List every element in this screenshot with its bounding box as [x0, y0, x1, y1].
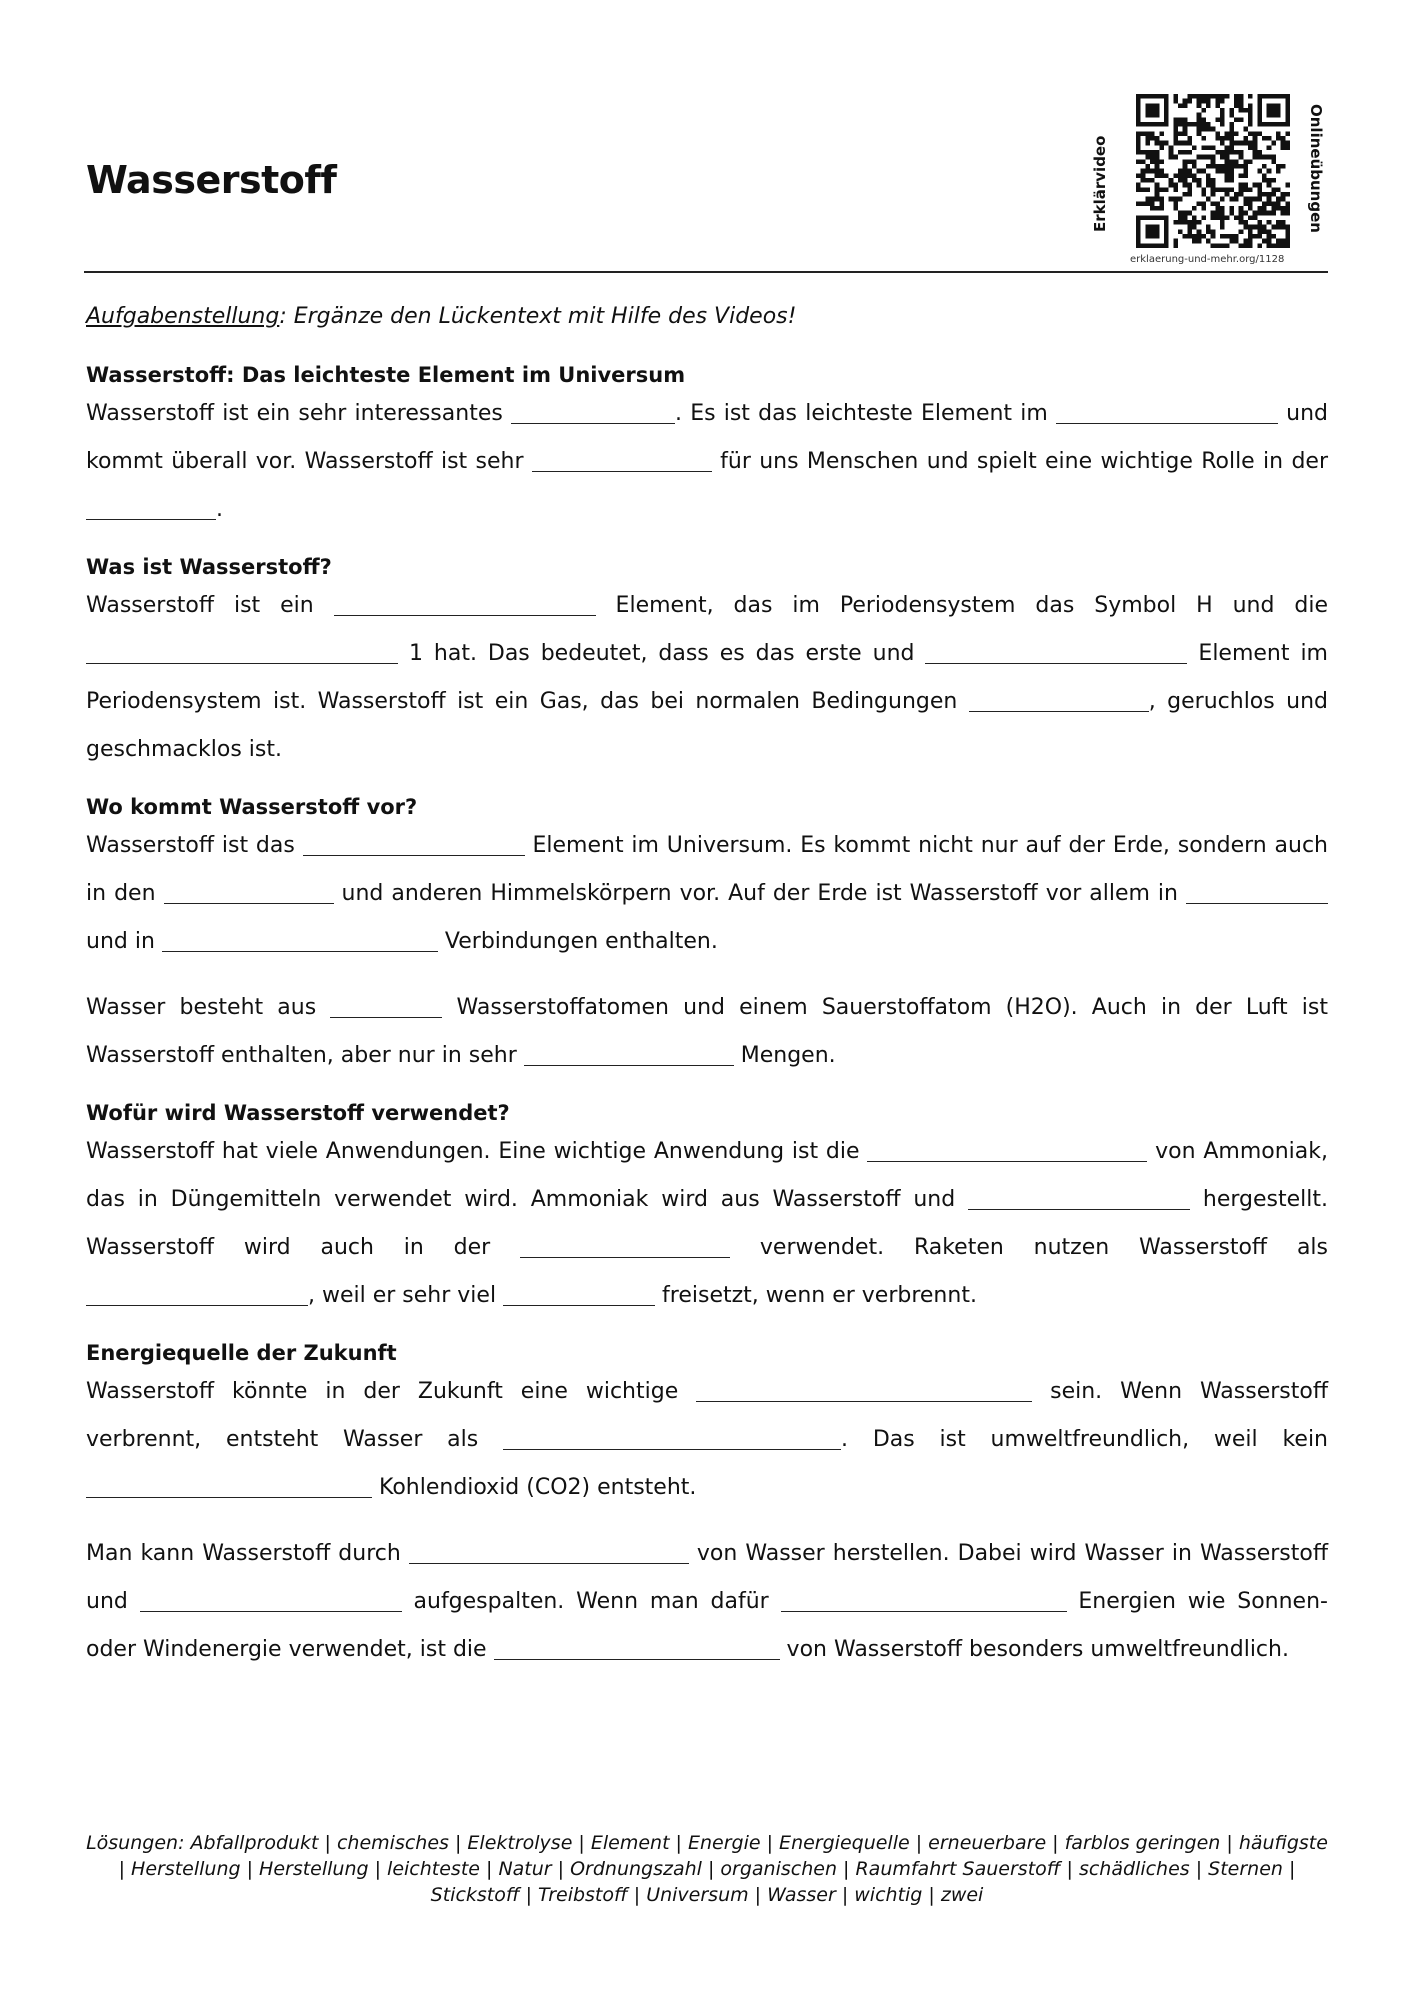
- text-segment: Wasserstoff könnte in der Zukunft eine wichtige: [86, 1379, 697, 1404]
- section-lightest-element: [86, 360, 1328, 534]
- page-title: Wasserstoff: [86, 158, 337, 202]
- blank-field[interactable]: [696, 1379, 1032, 1402]
- text-segment: Verbindungen enthalten.: [437, 929, 718, 954]
- cloze-paragraph: [86, 822, 1328, 966]
- section-heading: Wofür wird Wasserstoff verwendet?: [86, 1101, 510, 1125]
- cloze-paragraph: [86, 1368, 1328, 1512]
- section-heading: Energiequelle der Zukunft: [86, 1341, 397, 1365]
- text-segment: Mengen.: [733, 1043, 836, 1068]
- blank-field[interactable]: [524, 1043, 734, 1066]
- text-segment: und kommt überall vor. Wasserstoff ist sehr: [86, 401, 1328, 474]
- text-segment: , weil er sehr viel: [308, 1283, 504, 1308]
- blank-field[interactable]: [503, 1427, 841, 1450]
- text-segment: Wasserstoff ist ein: [86, 593, 334, 618]
- section-heading: Wasserstoff: Das leichteste Element im Universum: [86, 363, 686, 387]
- blank-field[interactable]: [925, 641, 1187, 664]
- blank-field[interactable]: [86, 497, 216, 520]
- blank-field[interactable]: [140, 1589, 402, 1612]
- text-segment: Energien wie Sonnen- oder Windenergie verwendet, ist die: [86, 1589, 1328, 1662]
- section-uses: [86, 1098, 1328, 1320]
- blank-field[interactable]: [409, 1541, 689, 1564]
- qr-block[interactable]: [1090, 92, 1330, 268]
- text-segment: Wasserstoff ist ein sehr interessantes: [86, 401, 512, 426]
- worksheet-content: [86, 302, 1328, 1692]
- blank-field[interactable]: [532, 449, 712, 472]
- text-segment: verwendet. Raketen nutzen Wasserstoff als: [730, 1235, 1328, 1260]
- cloze-paragraph: [86, 1530, 1328, 1674]
- text-segment: aufgespalten. Wenn man dafür: [401, 1589, 781, 1614]
- section-heading: Was ist Wasserstoff?: [86, 555, 332, 579]
- blank-field[interactable]: [86, 641, 398, 664]
- cloze-paragraph: [86, 1128, 1328, 1320]
- text-segment: hergestellt. Wasserstoff wird auch in der: [86, 1187, 1328, 1260]
- qr-code-icon[interactable]: [1136, 94, 1290, 248]
- text-segment: Wasser besteht aus: [86, 995, 331, 1020]
- blank-field[interactable]: [969, 689, 1149, 712]
- qr-label-video: Erklärvideo: [1091, 135, 1109, 232]
- text-segment: 1 hat. Das bedeutet, dass es das erste und: [398, 641, 926, 666]
- task-instruction: [86, 302, 1328, 332]
- blank-field[interactable]: [503, 1283, 655, 1306]
- section-what-is-hydrogen: [86, 552, 1328, 774]
- text-segment: Wasserstoff hat viele Anwendungen. Eine wichtige Anwendung ist die: [86, 1139, 868, 1164]
- text-segment: von Ammoniak, das in Düngemitteln verwendet wird. Ammoniak wird aus Wasserstoff und: [86, 1139, 1328, 1212]
- text-segment: .: [216, 497, 223, 522]
- blank-field[interactable]: [86, 1283, 308, 1306]
- cloze-paragraph: [86, 984, 1328, 1080]
- text-segment: . Es ist das leichteste Element im: [675, 401, 1056, 426]
- blank-field[interactable]: [494, 1637, 780, 1660]
- blank-field[interactable]: [330, 995, 442, 1018]
- text-segment: Element im Periodensystem ist. Wasserstoff ist ein Gas, das bei normalen Bedingungen: [86, 641, 1328, 714]
- text-segment: Wasserstoff ist das: [86, 833, 303, 858]
- blank-field[interactable]: [968, 1187, 1190, 1210]
- solutions-word-bank: Lösungen: Abfallprodukt | chemisches | Elektrolyse | Element | Energie | Energiequelle | erneuerbare | farblos geringen | häufigste | Herstellung | Herstellung | leichteste | Natur | Ordnungszahl | organischen | Raumfahrt Sauerstoff | schädliches | Sternen | Stickstoff | Treibstoff | Universum | Wasser | wichtig | zwei: [86, 1832, 1328, 1906]
- section-energy-future: [86, 1338, 1328, 1674]
- task-text: : Ergänze den Lückentext mit Hilfe des Videos!: [279, 304, 797, 329]
- blank-field[interactable]: [86, 1475, 372, 1498]
- qr-url: erklaerung-und-mehr.org/1128: [1130, 254, 1285, 265]
- cloze-paragraph: [86, 582, 1328, 774]
- blank-field[interactable]: [162, 929, 438, 952]
- text-segment: , geruchlos und geschmacklos ist.: [86, 689, 1328, 762]
- blank-field[interactable]: [867, 1139, 1147, 1162]
- text-segment: Element, das im Periodensystem das Symbol H und die: [595, 593, 1328, 618]
- blank-field[interactable]: [303, 833, 525, 856]
- header-divider: [84, 271, 1328, 273]
- text-segment: von Wasserstoff besonders umweltfreundlich.: [779, 1637, 1289, 1662]
- text-segment: Wasserstoffatomen und einem Sauerstoffatom (H2O). Auch in der Luft ist Wasserstoff enthalten, aber nur in sehr: [86, 995, 1329, 1068]
- text-segment: Element im Universum. Es kommt nicht nur auf der Erde, sondern auch in den: [86, 833, 1329, 906]
- blank-field[interactable]: [781, 1589, 1067, 1612]
- section-occurrence: [86, 792, 1328, 1080]
- blank-field[interactable]: [1056, 401, 1278, 424]
- qr-label-exercises: Onlineübungen: [1307, 104, 1325, 233]
- blank-field[interactable]: [334, 593, 596, 616]
- blank-field[interactable]: [1186, 881, 1328, 904]
- text-segment: . Das ist umweltfreundlich, weil kein: [841, 1427, 1328, 1452]
- text-segment: von Wasser herstellen. Dabei wird Wasser in Wasserstoff und: [86, 1541, 1328, 1614]
- text-segment: freisetzt, wenn er verbrennt.: [655, 1283, 977, 1308]
- text-segment: und anderen Himmelskörpern vor. Auf der Erde ist Wasserstoff vor allem in: [333, 881, 1186, 906]
- text-segment: sein. Wenn Wasserstoff verbrennt, entsteht Wasser als: [86, 1379, 1328, 1452]
- text-segment: Man kann Wasserstoff durch: [86, 1541, 409, 1566]
- section-heading: Wo kommt Wasserstoff vor?: [86, 795, 418, 819]
- blank-field[interactable]: [520, 1235, 730, 1258]
- blank-field[interactable]: [511, 401, 675, 424]
- blank-field[interactable]: [164, 881, 334, 904]
- text-segment: und in: [86, 929, 162, 954]
- text-segment: Kohlendioxid (CO2) entsteht.: [372, 1475, 697, 1500]
- text-segment: für uns Menschen und spielt eine wichtige Rolle in der: [711, 449, 1328, 474]
- task-label: Aufgabenstellung: [86, 304, 280, 329]
- cloze-paragraph: [86, 390, 1328, 534]
